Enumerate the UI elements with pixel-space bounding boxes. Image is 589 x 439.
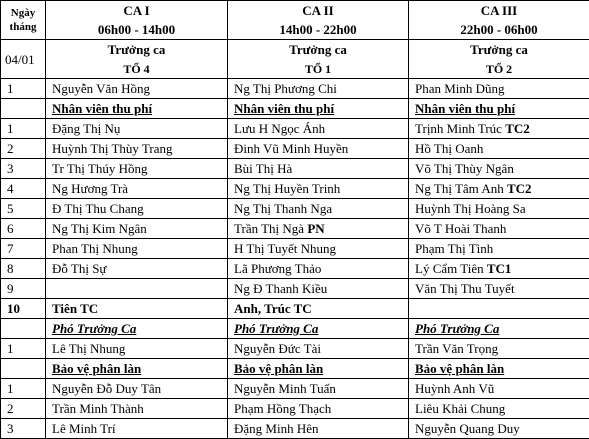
leader-title: Trưởng ca — [108, 42, 166, 57]
date-cell: 04/01 — [1, 40, 46, 79]
tc-cell-shift-3 — [409, 299, 589, 319]
shift-name: CA II — [302, 3, 333, 18]
leader-title: Trưởng ca — [289, 42, 347, 57]
name-cell-shift-2: Nguyễn Minh Tuấn — [228, 379, 409, 399]
row-number: 9 — [1, 279, 46, 299]
tc-row — [1, 299, 589, 319]
staff-name: Lưu H Ngọc Ánh — [234, 121, 325, 136]
staff-cell-shift-2 — [228, 119, 409, 139]
shift-name: CA III — [481, 3, 518, 18]
leader-group-2 — [228, 40, 409, 79]
row-number: 1 — [1, 339, 46, 359]
staff-name: Ng Thị Kim Ngân — [52, 221, 147, 236]
leader-title: Trưởng ca — [470, 42, 528, 57]
group-label: TỔ 2 — [486, 62, 512, 76]
staff-name: Ng Hương Trà — [52, 181, 128, 196]
toll-staff-row — [1, 159, 589, 179]
toll-staff-row — [1, 259, 589, 279]
staff-cell-shift-1 — [46, 219, 228, 239]
name-cell-shift-3: Huỳnh Anh Vũ — [409, 379, 589, 399]
security-name-row — [1, 419, 589, 439]
staff-name: Đ Thị Thu Chang — [52, 201, 144, 216]
staff-cell-shift-2 — [228, 179, 409, 199]
staff-cell-shift-2 — [228, 199, 409, 219]
toll-staff-row — [1, 239, 589, 259]
name-cell-shift-1: Nguyễn Đỗ Duy Tân — [46, 379, 228, 399]
row-number: 2 — [1, 139, 46, 159]
name-cell-shift-3: Trần Văn Trọng — [409, 339, 589, 359]
leader-group-1 — [46, 40, 228, 79]
staff-cell-shift-3 — [409, 259, 589, 279]
row-number: 5 — [1, 199, 46, 219]
staff-name: Võ T Hoài Thanh — [415, 221, 506, 236]
staff-cell-shift-1 — [46, 279, 228, 299]
section-security: Bảo vệ phân làn — [46, 359, 228, 379]
staff-cell-shift-3 — [409, 219, 589, 239]
shift-header-1 — [46, 1, 228, 40]
staff-cell-shift-1 — [46, 119, 228, 139]
header-row — [1, 1, 589, 40]
leader-name-shift-1: Nguyễn Văn Hồng — [46, 79, 228, 99]
staff-name: Đinh Vũ Minh Huyền — [234, 141, 348, 156]
day-label: Ngày — [11, 7, 35, 19]
toll-staff-row — [1, 119, 589, 139]
staff-name: Ng Thị Tâm Anh — [415, 181, 504, 196]
staff-tag: TC1 — [487, 261, 512, 276]
name-cell-shift-3: Liêu Khải Chung — [409, 399, 589, 419]
deputy-name-row — [1, 339, 589, 359]
name-cell-shift-2: Nguyễn Đức Tài — [228, 339, 409, 359]
staff-cell-shift-1 — [46, 179, 228, 199]
staff-name: Trịnh Minh Trúc — [415, 121, 502, 136]
staff-name: H Thị Tuyết Nhung — [234, 241, 336, 256]
staff-name: Võ Thị Thùy Ngân — [415, 161, 514, 176]
leader-name-row — [1, 79, 589, 99]
toll-staff-row — [1, 279, 589, 299]
row-number: 3 — [1, 159, 46, 179]
staff-name: Ng Thị Thanh Nga — [234, 201, 332, 216]
toll-staff-row — [1, 219, 589, 239]
leader-name-shift-3: Phan Minh Dũng — [409, 79, 589, 99]
security-name-row — [1, 399, 589, 419]
shift-name: CA I — [123, 3, 149, 18]
staff-cell-shift-1 — [46, 259, 228, 279]
row-number: 6 — [1, 219, 46, 239]
staff-cell-shift-2 — [228, 219, 409, 239]
staff-cell-shift-3 — [409, 139, 589, 159]
staff-name: Lý Cẩm Tiên — [415, 261, 484, 276]
staff-name: Phạm Thị Tình — [415, 241, 493, 256]
staff-tag: PN — [307, 221, 324, 236]
name-cell-shift-1: Lê Thị Nhung — [46, 339, 228, 359]
name-cell-shift-2: Phạm Hồng Thạch — [228, 399, 409, 419]
section-security: Bảo vệ phân làn — [409, 359, 589, 379]
staff-cell-shift-3 — [409, 179, 589, 199]
toll-staff-row — [1, 139, 589, 159]
group-label: TỔ 4 — [123, 62, 149, 76]
section-deputy-leader: Phó Trưởng Ca — [46, 319, 228, 339]
row-number: 4 — [1, 179, 46, 199]
toll-staff-row — [1, 179, 589, 199]
staff-cell-shift-1 — [46, 239, 228, 259]
staff-name: Phan Thị Nhung — [52, 241, 138, 256]
staff-name: Đặng Thị Nụ — [52, 121, 120, 136]
day-month-header — [1, 1, 46, 40]
staff-name: Hồ Thị Oanh — [415, 141, 483, 156]
staff-cell-shift-3 — [409, 239, 589, 259]
staff-name: Đỗ Thị Sự — [52, 261, 106, 276]
tc-cell-shift-1: Tiên TC — [46, 299, 228, 319]
empty-cell — [1, 319, 46, 339]
staff-cell-shift-3 — [409, 119, 589, 139]
name-cell-shift-3: Nguyễn Quang Duy — [409, 419, 589, 439]
shift-time: 14h00 - 22h00 — [279, 22, 356, 37]
row-number: 10 — [1, 299, 46, 319]
staff-cell-shift-3 — [409, 159, 589, 179]
section-security-row — [1, 359, 589, 379]
toll-staff-row — [1, 199, 589, 219]
row-number: 1 — [1, 379, 46, 399]
staff-name: Bùi Thị Hà — [234, 161, 292, 176]
section-deputy-leader: Phó Trưởng Ca — [409, 319, 589, 339]
security-name-row — [1, 379, 589, 399]
staff-cell-shift-2 — [228, 239, 409, 259]
leader-group-3 — [409, 40, 589, 79]
staff-name: Lã Phương Thảo — [234, 261, 321, 276]
staff-cell-shift-1 — [46, 199, 228, 219]
section-toll-staff: Nhân viên thu phí — [228, 99, 409, 119]
toll-section-row — [1, 99, 589, 119]
staff-cell-shift-2 — [228, 159, 409, 179]
shift-time: 06h00 - 14h00 — [98, 22, 175, 37]
staff-cell-shift-3 — [409, 199, 589, 219]
staff-name: Trần Thị Ngà — [234, 221, 304, 236]
shift-time: 22h00 - 06h00 — [460, 22, 537, 37]
leader-name-shift-2: Ng Thị Phương Chi — [228, 79, 409, 99]
section-security: Bảo vệ phân làn — [228, 359, 409, 379]
staff-tag: TC2 — [507, 181, 532, 196]
row-number: 1 — [1, 119, 46, 139]
tc-cell-shift-2: Anh, Trúc TC — [228, 299, 409, 319]
section-deputy-leader-row — [1, 319, 589, 339]
staff-name: Tr Thị Thúy Hồng — [52, 161, 147, 176]
row-number: 8 — [1, 259, 46, 279]
staff-name: Văn Thị Thu Tuyết — [415, 281, 515, 296]
leader-title-row — [1, 40, 589, 79]
staff-cell-shift-2 — [228, 139, 409, 159]
staff-name: Ng Thị Huyền Trinh — [234, 181, 340, 196]
name-cell-shift-1: Lê Minh Trí — [46, 419, 228, 439]
empty-cell — [1, 359, 46, 379]
row-number: 1 — [1, 79, 46, 99]
month-label: tháng — [10, 21, 37, 33]
group-label: TỔ 1 — [305, 62, 331, 76]
name-cell-shift-2: Đặng Minh Hên — [228, 419, 409, 439]
name-cell-shift-1: Trần Minh Thành — [46, 399, 228, 419]
staff-cell-shift-2 — [228, 279, 409, 299]
staff-cell-shift-1 — [46, 159, 228, 179]
staff-cell-shift-1 — [46, 139, 228, 159]
shift-header-2 — [228, 1, 409, 40]
staff-name: Ng Đ Thanh Kiều — [234, 281, 327, 296]
empty-cell — [1, 99, 46, 119]
staff-cell-shift-3 — [409, 279, 589, 299]
row-number: 3 — [1, 419, 46, 439]
staff-tag: TC2 — [505, 121, 530, 136]
section-toll-staff: Nhân viên thu phí — [46, 99, 228, 119]
shift-header-3 — [409, 1, 589, 40]
section-deputy-leader: Phó Trưởng Ca — [228, 319, 409, 339]
section-toll-staff: Nhân viên thu phí — [409, 99, 589, 119]
staff-cell-shift-2 — [228, 259, 409, 279]
staff-name: Huỳnh Thị Thùy Trang — [52, 141, 173, 156]
staff-name: Huỳnh Thị Hoàng Sa — [415, 201, 526, 216]
row-number: 2 — [1, 399, 46, 419]
row-number: 7 — [1, 239, 46, 259]
